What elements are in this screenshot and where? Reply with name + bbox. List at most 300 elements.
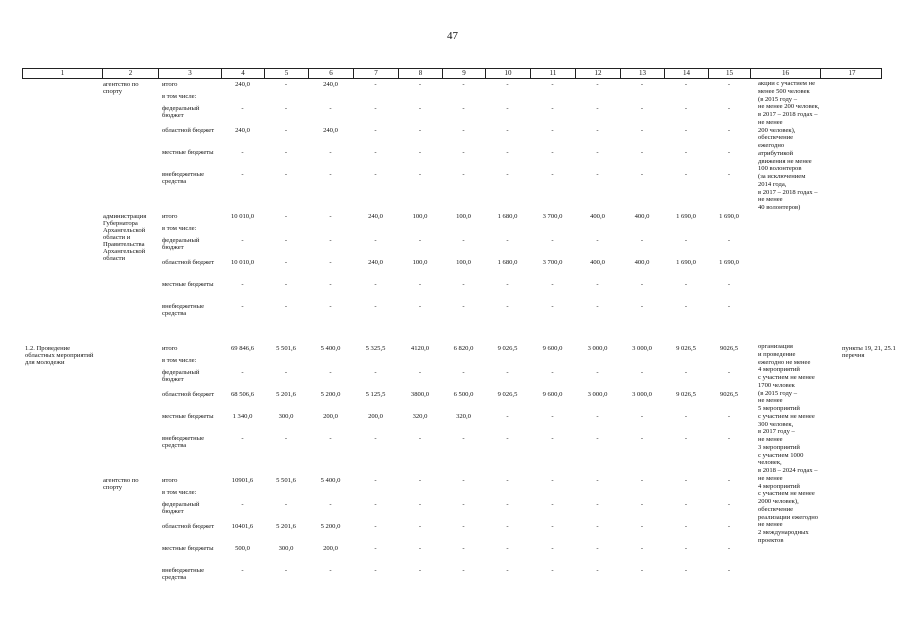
- table-cell: -: [727, 149, 731, 156]
- table-cell: -: [684, 435, 688, 442]
- table-cell: 1 340,0: [232, 413, 253, 420]
- row-label-incl: в том числе:: [162, 489, 197, 496]
- table-cell: -: [551, 369, 554, 376]
- table-cell: -: [551, 171, 554, 178]
- result-line: ежегодно не менее: [758, 358, 811, 366]
- result-line: 100 волонтеров: [758, 165, 802, 173]
- table-cell: -: [684, 171, 688, 178]
- table-cell: -: [329, 435, 332, 442]
- table-cell: -: [329, 213, 332, 220]
- table-cell: -: [418, 105, 422, 112]
- table-cell: -: [506, 435, 509, 442]
- table-cell: -: [418, 237, 422, 244]
- table-cell: -: [684, 545, 688, 552]
- table-cell: -: [241, 369, 244, 376]
- table-cell: 5 501,6: [276, 345, 296, 352]
- executor-name: агентство по спорту: [103, 477, 139, 491]
- table-cell: -: [374, 501, 377, 508]
- table-cell: -: [684, 567, 688, 574]
- table-cell: -: [684, 149, 688, 156]
- table-cell: -: [241, 171, 244, 178]
- table-cell: -: [727, 237, 731, 244]
- result-line: 5 мероприятий: [758, 405, 800, 412]
- result-line: не менее 200 человек,: [758, 103, 820, 111]
- table-cell: -: [374, 281, 377, 288]
- result-line: в 2017 году –: [758, 428, 795, 436]
- table-cell: -: [506, 501, 509, 508]
- table-cell: 5 201,6: [276, 391, 296, 398]
- table-cell: 9 026,5: [676, 391, 696, 398]
- table-cell: 3 000,0: [632, 345, 652, 352]
- table-cell: 5 201,6: [276, 523, 296, 530]
- table-cell: -: [418, 171, 422, 178]
- table-cell: -: [596, 477, 599, 484]
- table-cell: 240,0: [323, 81, 338, 88]
- table-cell: -: [506, 237, 509, 244]
- table-cell: -: [418, 149, 422, 156]
- table-cell: -: [596, 545, 599, 552]
- table-cell: -: [596, 105, 599, 112]
- result-line: не менее: [758, 474, 783, 482]
- table-cell: -: [727, 81, 731, 88]
- table-cell: -: [418, 127, 422, 134]
- table-cell: -: [418, 477, 422, 484]
- table-cell: -: [640, 545, 644, 552]
- table-cell: -: [462, 477, 465, 484]
- table-cell: -: [329, 369, 332, 376]
- table-cell: 3 000,0: [587, 345, 608, 352]
- table-cell: -: [374, 105, 377, 112]
- table-cell: -: [284, 171, 288, 178]
- table-cell: -: [462, 369, 465, 376]
- table-cell: -: [727, 303, 731, 310]
- table-cell: -: [551, 281, 554, 288]
- header-col-8: 8: [399, 69, 443, 78]
- row-label-fed: федеральный бюджет: [162, 105, 200, 119]
- table-cell: -: [551, 477, 554, 484]
- table-cell: -: [640, 501, 644, 508]
- table-cell: 3 700,0: [542, 259, 563, 266]
- table-cell: -: [684, 477, 688, 484]
- table-cell: 9 600,0: [542, 391, 563, 398]
- result-line: (в 2015 году –: [758, 95, 798, 103]
- header-col-5: 5: [265, 69, 309, 78]
- table-cell: -: [241, 567, 244, 574]
- table-cell: -: [284, 259, 288, 266]
- header-col-6: 6: [309, 69, 354, 78]
- activity-name: 1.2. Проведение областных мероприятий для молодежи: [25, 345, 94, 366]
- table-cell: -: [374, 523, 377, 530]
- table-cell: -: [551, 81, 554, 88]
- executor-name: агентство по спорту: [103, 81, 139, 95]
- header-col-12: 12: [576, 69, 621, 78]
- header-col-15: 15: [709, 69, 751, 78]
- table-cell: -: [727, 567, 731, 574]
- table-cell: 1 690,0: [676, 259, 696, 266]
- table-cell: 3 700,0: [542, 213, 563, 220]
- table-cell: -: [329, 303, 332, 310]
- table-cell: -: [462, 171, 465, 178]
- table-cell: -: [374, 567, 377, 574]
- table-cell: -: [551, 303, 554, 310]
- result-line: атрибутикой: [758, 149, 794, 157]
- table-cell: 10 010,0: [230, 259, 255, 266]
- table-cell: -: [374, 149, 377, 156]
- table-cell: -: [506, 523, 509, 530]
- result-line: 4 мероприятий: [758, 482, 800, 490]
- table-cell: 69 846,6: [230, 345, 255, 352]
- row-label-ext: внебюджетные средства: [162, 435, 205, 449]
- table-cell: -: [374, 81, 377, 88]
- table-cell: -: [596, 501, 599, 508]
- table-cell: -: [462, 81, 465, 88]
- table-cell: -: [684, 105, 688, 112]
- table-cell: 5 325,5: [365, 345, 386, 352]
- table-cell: -: [727, 105, 731, 112]
- header-col-1: 1: [23, 69, 103, 78]
- table-cell: -: [241, 149, 244, 156]
- table-cell: -: [284, 435, 288, 442]
- row-label-total: итого: [162, 81, 178, 88]
- result-line: не менее: [758, 436, 783, 443]
- table-cell: -: [418, 567, 422, 574]
- header-col-16: 16: [751, 69, 821, 78]
- table-cell: 1 680,0: [497, 213, 518, 220]
- table-cell: 9 026,5: [676, 345, 696, 352]
- table-cell: -: [684, 369, 688, 376]
- row-label-incl: в том числе:: [162, 357, 197, 364]
- table-cell: -: [418, 303, 422, 310]
- table-cell: 100,0: [456, 259, 471, 266]
- table-cell: -: [241, 435, 244, 442]
- table-cell: -: [418, 523, 422, 530]
- table-cell: -: [596, 149, 599, 156]
- table-cell: -: [418, 281, 422, 288]
- result-line: (в 2015 году –: [758, 389, 798, 397]
- result-line: в 2017 – 2018 годах –: [758, 111, 818, 118]
- table-cell: -: [640, 523, 644, 530]
- table-cell: -: [241, 501, 244, 508]
- result-line: 200 человек),: [758, 126, 796, 134]
- table-cell: -: [462, 281, 465, 288]
- result-line: 1700 человек: [758, 381, 795, 389]
- table-cell: -: [241, 237, 244, 244]
- row-label-total: итого: [162, 213, 178, 220]
- table-cell: -: [551, 127, 554, 134]
- row-label-fed: федеральный бюджет: [162, 501, 200, 515]
- table-cell: -: [684, 303, 688, 310]
- table-cell: 400,0: [590, 213, 605, 220]
- table-cell: -: [640, 237, 644, 244]
- table-cell: -: [684, 501, 688, 508]
- result-line: не менее: [758, 521, 783, 529]
- table-cell: -: [418, 435, 422, 442]
- table-cell: -: [727, 171, 731, 178]
- table-cell: -: [284, 105, 288, 112]
- table-cell: 6 500,0: [453, 391, 474, 398]
- table-cell: -: [727, 281, 731, 288]
- result-line: в 2017 – 2018 годах –: [758, 188, 818, 196]
- table-cell: -: [284, 149, 288, 156]
- result-line: 2014 года,: [758, 180, 787, 188]
- table-cell: 1 690,0: [676, 213, 696, 220]
- table-cell: -: [596, 237, 599, 244]
- table-cell: -: [640, 477, 644, 484]
- row-label-ext: внебюджетные средства: [162, 171, 205, 185]
- table-cell: 5 501,6: [276, 477, 296, 484]
- result-line: движения не менее: [758, 157, 812, 165]
- table-cell: 6 820,0: [453, 345, 474, 352]
- table-cell: -: [727, 369, 731, 376]
- row-label-loc: местные бюджеты: [162, 545, 214, 552]
- table-cell: -: [462, 127, 465, 134]
- table-cell: -: [551, 501, 554, 508]
- row-label-ext: внебюджетные средства: [162, 303, 205, 317]
- table-cell: 3 000,0: [632, 391, 652, 398]
- table-cell: -: [596, 413, 599, 420]
- table-cell: -: [506, 171, 509, 178]
- table-cell: -: [727, 127, 731, 134]
- table-cell: -: [462, 435, 465, 442]
- row-label-loc: местные бюджеты: [162, 413, 214, 420]
- row-label-reg: областной бюджет: [162, 391, 215, 398]
- table-cell: -: [418, 81, 422, 88]
- table-cell: -: [241, 105, 244, 112]
- table-cell: 240,0: [235, 81, 250, 88]
- table-cell: 4120,0: [410, 345, 430, 352]
- result-line: 40 волонтеров): [758, 204, 801, 211]
- table-cell: -: [551, 105, 554, 112]
- table-cell: -: [551, 435, 554, 442]
- table-cell: -: [374, 545, 377, 552]
- table-cell: -: [374, 477, 377, 484]
- table-cell: -: [374, 435, 377, 442]
- table-cell: -: [284, 501, 288, 508]
- table-cell: 100,0: [412, 259, 428, 266]
- table-cell: -: [374, 237, 377, 244]
- table-cell: 3800,0: [410, 391, 430, 398]
- header-col-13: 13: [621, 69, 665, 78]
- table-cell: 9026,5: [719, 391, 739, 398]
- table-cell: -: [596, 303, 599, 310]
- table-cell: 9 026,5: [497, 391, 518, 398]
- table-cell: -: [329, 567, 332, 574]
- row-label-fed: федеральный бюджет: [162, 369, 200, 383]
- table-cell: -: [462, 501, 465, 508]
- table-cell: 5 200,0: [320, 391, 341, 398]
- table-cell: -: [506, 567, 509, 574]
- table-cell: 240,0: [368, 259, 383, 266]
- table-cell: -: [329, 501, 332, 508]
- table-cell: 10401,6: [231, 523, 254, 530]
- table-cell: 240,0: [368, 213, 383, 220]
- table-cell: -: [596, 281, 599, 288]
- table-cell: 1 690,0: [719, 213, 739, 220]
- table-cell: -: [374, 127, 377, 134]
- table-cell: -: [284, 369, 288, 376]
- table-cell: -: [684, 81, 688, 88]
- result-line: 2 международных: [758, 529, 809, 536]
- table-cell: 10 010,0: [230, 213, 255, 220]
- table-cell: 320,0: [456, 413, 471, 420]
- header-col-3: 3: [159, 69, 222, 78]
- table-cell: -: [374, 303, 377, 310]
- table-cell: 68 506,6: [230, 391, 255, 398]
- table-cell: -: [329, 237, 332, 244]
- table-cell: -: [596, 523, 599, 530]
- header-col-11: 11: [531, 69, 576, 78]
- table-cell: -: [418, 369, 422, 376]
- table-cell: -: [551, 523, 554, 530]
- table-cell: 240,0: [323, 127, 338, 134]
- table-cell: 400,0: [634, 259, 650, 266]
- result-line: (за исключением: [758, 173, 806, 180]
- table-cell: -: [462, 567, 465, 574]
- result-line: с участием не менее: [758, 374, 815, 381]
- table-cell: -: [329, 149, 332, 156]
- table-cell: -: [727, 545, 731, 552]
- table-cell: 5 125,5: [365, 391, 386, 398]
- row-label-fed: федеральный бюджет: [162, 237, 200, 251]
- table-cell: -: [596, 127, 599, 134]
- table-cell: -: [284, 127, 288, 134]
- table-cell: -: [551, 149, 554, 156]
- table-cell: -: [284, 303, 288, 310]
- table-cell: -: [727, 477, 731, 484]
- table-cell: -: [684, 523, 688, 530]
- table-cell: -: [727, 435, 731, 442]
- table-cell: -: [684, 237, 688, 244]
- table-cell: 300,0: [278, 413, 294, 420]
- table-cell: -: [284, 81, 288, 88]
- result-line: 4 мероприятий: [758, 366, 800, 374]
- table-cell: -: [551, 567, 554, 574]
- table-cell: -: [418, 545, 422, 552]
- table-cell: -: [640, 303, 644, 310]
- table-cell: 1 690,0: [719, 259, 739, 266]
- result-line: 300 человек,: [758, 420, 794, 428]
- table-cell: -: [506, 281, 509, 288]
- result-line: обеспечение: [758, 134, 794, 142]
- table-cell: -: [596, 567, 599, 574]
- table-cell: 240,0: [235, 127, 250, 134]
- table-cell: 100,0: [412, 213, 428, 220]
- table-cell: -: [284, 237, 288, 244]
- table-cell: -: [551, 237, 554, 244]
- table-cell: 10901,6: [231, 477, 254, 484]
- table-cell: -: [640, 127, 644, 134]
- row-label-reg: областной бюджет: [162, 259, 215, 266]
- row-label-incl: в том числе:: [162, 93, 197, 100]
- table-cell: -: [284, 281, 288, 288]
- table-cell: 100,0: [456, 213, 471, 220]
- table-cell: 300,0: [278, 545, 294, 552]
- row-label-total: итого: [162, 345, 178, 352]
- page-number: 47: [447, 30, 458, 42]
- result-line: человек,: [758, 459, 782, 467]
- table-cell: -: [506, 369, 509, 376]
- table-cell: -: [284, 213, 288, 220]
- table-cell: 1 680,0: [497, 259, 518, 266]
- table-cell: -: [727, 523, 731, 530]
- result-line: проектов: [758, 536, 784, 544]
- table-cell: -: [596, 435, 599, 442]
- table-cell: -: [462, 149, 465, 156]
- result-line: организация: [758, 343, 793, 350]
- table-cell: 200,0: [368, 413, 383, 420]
- table-cell: -: [596, 81, 599, 88]
- table-cell: -: [640, 81, 644, 88]
- table-cell: 3 000,0: [587, 391, 608, 398]
- result-line: обеспечение: [758, 505, 794, 513]
- table-cell: 5 400,0: [320, 345, 341, 352]
- table-cell: -: [462, 303, 465, 310]
- header-col-17: 17: [848, 69, 856, 77]
- table-cell: -: [727, 413, 731, 420]
- table-cell: -: [640, 105, 644, 112]
- table-cell: -: [684, 127, 688, 134]
- table-cell: 9 600,0: [542, 345, 563, 352]
- table-cell: -: [506, 303, 509, 310]
- table-cell: -: [640, 413, 644, 420]
- table-cell: -: [640, 171, 644, 178]
- header-col-2: 2: [103, 69, 159, 78]
- table-cell: -: [329, 171, 332, 178]
- row-label-total: итого: [162, 477, 178, 484]
- result-line: 2000 человек),: [758, 498, 799, 505]
- table-cell: -: [329, 259, 332, 266]
- table-cell: -: [640, 435, 644, 442]
- table-cell: -: [506, 149, 509, 156]
- table-cell: -: [506, 105, 509, 112]
- table-cell: -: [640, 149, 644, 156]
- table-cell: -: [506, 413, 509, 420]
- table-cell: 9026,5: [719, 345, 739, 352]
- table-cell: -: [284, 567, 288, 574]
- result-line: и проведение: [758, 350, 796, 358]
- executor-name: администрация Губернатора Архангельской области и Правительства Архангельской области: [103, 213, 147, 262]
- result-line: с участием не менее: [758, 412, 815, 420]
- table-cell: -: [596, 369, 599, 376]
- table-cell: -: [551, 545, 554, 552]
- header-col-10: 10: [486, 69, 531, 78]
- table-cell: -: [462, 237, 465, 244]
- table-cell: -: [684, 281, 688, 288]
- result-line: акции с участием не: [758, 80, 816, 87]
- result-line: ежегодно: [758, 142, 785, 149]
- table-cell: -: [506, 127, 509, 134]
- links-cell: пункты 19, 21, 25.1 перечня: [842, 345, 896, 359]
- table-cell: 9 026,5: [497, 345, 518, 352]
- table-cell: 200,0: [323, 413, 338, 420]
- table-cell: 400,0: [590, 259, 605, 266]
- table-cell: -: [596, 171, 599, 178]
- header-col-4: 4: [222, 69, 265, 78]
- table-cell: 5 400,0: [320, 477, 341, 484]
- table-cell: -: [329, 281, 332, 288]
- header-col-9: 9: [443, 69, 486, 78]
- table-cell: 320,0: [412, 413, 428, 420]
- table-cell: 5 200,0: [320, 523, 341, 530]
- row-label-reg: областной бюджет: [162, 127, 215, 134]
- table-cell: -: [462, 545, 465, 552]
- table-cell: -: [506, 477, 509, 484]
- table-cell: -: [462, 523, 465, 530]
- table-cell: -: [241, 281, 244, 288]
- table-cell: 400,0: [634, 213, 650, 220]
- table-cell: -: [241, 303, 244, 310]
- table-cell: 500,0: [235, 545, 250, 552]
